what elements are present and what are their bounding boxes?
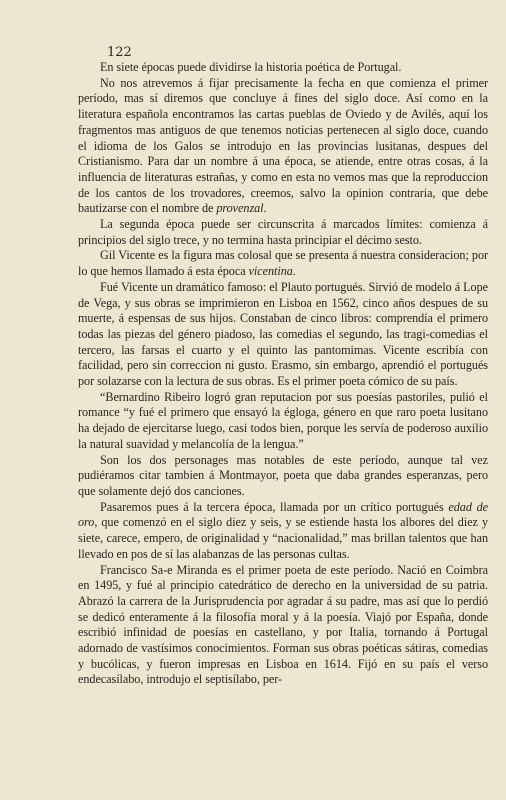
text-run: Fué Vicente un dramático famoso: el Plauto portugués. Sirvió de modelo á Lope de Vega, y sus obras se imprimieron en Lisboa en 1562, cinco años despues de su muerte, á espensas de sus hijos. Constaban de cinco libros: comprendía el primero todas las piezas del género piadoso, las comedias el segundo, las tragi-comedias el tercero, las farsas el cuarto y el quinto las pantomimas. Vicente escribía con facilidad, pero sin correccion ni gusto. Erasmo, sin embargo, aprendió el portugués por solazarse con la lectura de sus obras. Es el primer poeta cómico de su país. <box>78 279 488 389</box>
italic-term: vicentina <box>248 264 293 279</box>
italic-term: edad de oro <box>78 499 488 530</box>
body-text <box>78 60 488 688</box>
text-run: No nos atrevemos á fijar precisamente la fecha en que comienza el primer período, mas sí diremos que concluye á fines del siglo doce. Así como en la literatura española encontramos las cartas pueblas de Oviedo y de Avilés, aquí los fragmentos mas antiguos de que tenemos noticias pertenecen al siglo doce, cuando el idioma de los Galos se introdujo en las provincias lusitanas, despues del Cristianismo. Para dar un nombre á una época, se atiende, entre otras cosas, á la influencia de literaturas estrañas, y como en esta no vemos mas que la reproduccion de los cantos de los trovadores, creemos, salvo la opinion contraria, que debe bautizarse con el nombre de <box>78 75 488 216</box>
text-run: . <box>263 201 267 216</box>
paragraph <box>78 217 488 248</box>
text-run: Francisco Sa-e Miranda es el primer poeta de este período. Nació en Coimbra en 1495, y fué al principio catedrático de derecho en la universidad de su patria. Abrazó la carrera de la Jurisprudencia por agradar á su padre, mas así que lo perdió se dedicó enteramente á la filosofía moral y á la poesía. Viajó por España, donde escribió infinidad de poesías en castellano, y por Italia, tornando á Portugal adornado de vastísimos conocimientos. Forman sus obras poéticas sátiras, comedias y bucólicas, y fueron impresas en Lisboa en 1614. Fijó en su país el verso endecasílabo, introdujo el septisílabo, per- <box>78 562 488 687</box>
text-run: Pasaremos pues á la tercera época, llamada por un crítico portugués <box>100 499 449 514</box>
paragraph <box>78 248 488 279</box>
paragraph <box>78 280 488 390</box>
paragraph <box>78 76 488 217</box>
text-run: En siete épocas puede dividirse la historia poética de Portugal. <box>100 60 402 74</box>
page-number: 122 <box>107 45 132 60</box>
paragraph <box>78 500 488 563</box>
italic-term: provenzal <box>216 201 264 216</box>
text-run: Son los dos personages mas notables de este período, aunque tal vez pudiéramos citar tambien á Montmayor, poeta que daba grandes esperanzas, pero que solamente dejó dos canciones. <box>78 452 488 498</box>
text-run: . <box>292 264 296 279</box>
paragraph <box>78 453 488 500</box>
text-run: La segunda época puede ser circunscrita á marcados límites: comienza á principios del siglo trece, y no termina hasta principiar el décimo sesto. <box>78 217 488 247</box>
paragraph <box>78 563 488 689</box>
paragraph <box>78 390 488 453</box>
text-run: Gil Vicente es la figura mas colosal que se presenta á nuestra consideracion; por lo que hemos llamado á esta época <box>78 248 488 279</box>
paragraph <box>78 60 488 76</box>
text-run: , que comenzó en el siglo diez y seis, y se estiende hasta los albores del diez y siete, carece, empero, de originalidad y “nacionalidad,” mas brillan talentos que han llevado en pos de sí las alabanzas de las personas cultas. <box>78 515 488 561</box>
text-run: “Bernardino Ribeiro logró gran reputacion por sus poesías pastoriles, pulió el romance “y fué el primero que ensayó la égloga, género en que raro poeta lusitano ha dejado de ejercitarse luego, casi todos bien, porque les servía de poderoso auxilio la natural suavidad y melancolía de la lengua.” <box>78 389 488 451</box>
